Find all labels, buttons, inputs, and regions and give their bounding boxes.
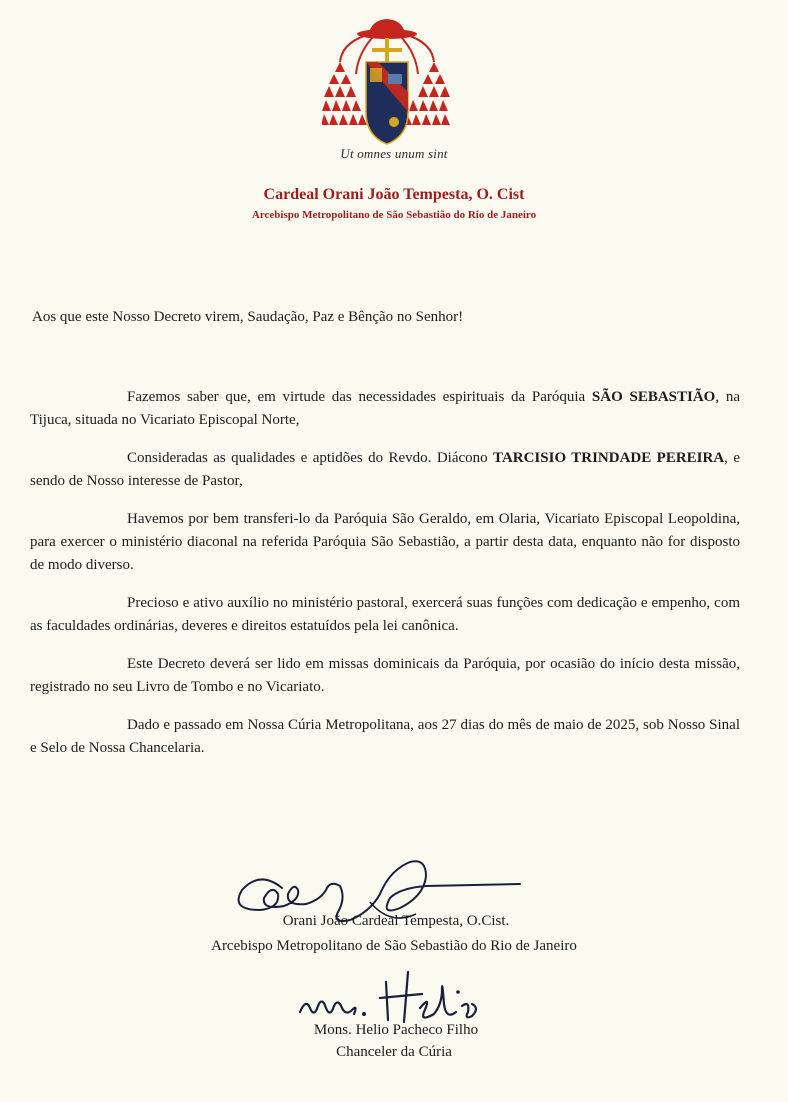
signatory-name: Orani João Cardeal Tempesta, O.Cist. <box>282 913 510 929</box>
paragraph: Fazemos saber que, em virtude das necessidades espirituais da Paróquia SÃO SEBASTIÃO, na Tijuca, situada no Vicariato Episcopal Norte, <box>30 389 740 428</box>
signatory-name: Mons. Helio Pacheco Filho <box>313 1022 479 1038</box>
coat-of-arms-icon <box>322 14 452 166</box>
chancellor-signature-icon <box>292 968 492 1026</box>
paragraph: Consideradas as qualidades e aptidões do Revdo. Diácono TARCISIO TRINDADE PEREIRA, e sendo de Nosso interesse de Pastor, <box>30 450 740 489</box>
decree-body <box>30 386 740 775</box>
paragraph: Havemos por bem transferi-lo da Paróquia São Geraldo, em Olaria, Vicariato Episcopal Leopoldina, para exercer o ministério diaconal na referida Paróquia São Sebastião, a partir desta data, enquanto não for disposto de modo diverso. <box>30 511 740 573</box>
paragraph: Precioso e ativo auxílio no ministério pastoral, exercerá suas funções com dedicação e empenho, com as faculdades ordinárias, deveres e direitos estatuídos pela lei canônica. <box>30 595 740 634</box>
signatory-title: Chanceler da Cúria <box>336 1044 452 1060</box>
parish-name: SÃO SEBASTIÃO <box>591 389 716 405</box>
paragraph: Dado e passado em Nossa Cúria Metropolitana, aos 27 dias do mês de maio de 2025, sob Nosso Sinal e Selo de Nossa Chancelaria. <box>30 717 740 756</box>
signatory-title: Arcebispo Metropolitano de São Sebastião do Rio de Janeiro <box>211 938 577 954</box>
issuer-name: Cardeal Orani João Tempesta, O. Cist <box>263 186 525 203</box>
greeting: Aos que este Nosso Decreto virem, Saudação, Paz e Bênção no Senhor! <box>32 309 464 325</box>
deacon-name: TARCISIO TRINDADE PEREIRA <box>493 450 725 466</box>
issuer-title: Arcebispo Metropolitano de São Sebastião do Rio de Janeiro <box>251 209 537 221</box>
coat-of-arms-motto: Ut omnes unum sint <box>340 146 448 161</box>
paragraph: Este Decreto deverá ser lido em missas dominicais da Paróquia, por ocasião do início desta missão, registrado no seu Livro de Tombo e no Vicariato. <box>30 656 740 695</box>
